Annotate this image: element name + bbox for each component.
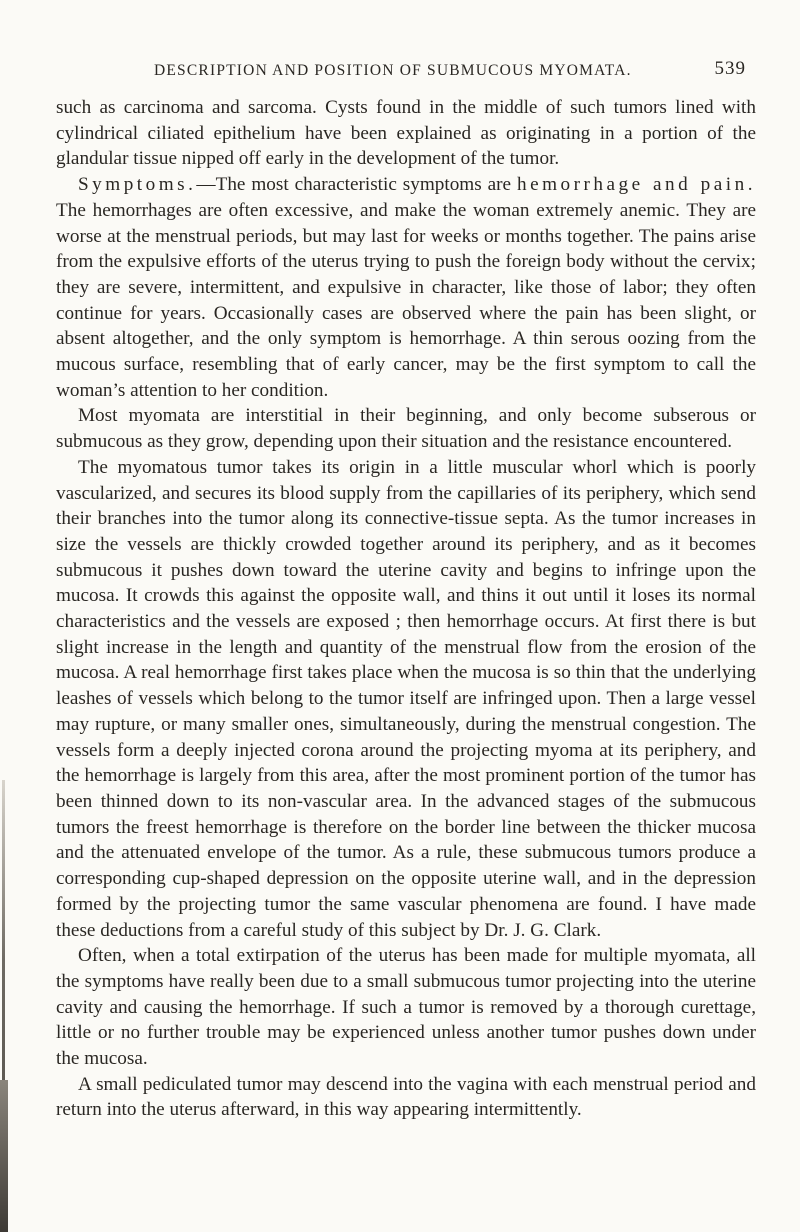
section-heading-symptoms: Symptoms.: [78, 174, 197, 196]
symptoms-lead: —The most characteristic symptoms are: [196, 174, 517, 196]
paragraph-symptoms: [56, 172, 756, 403]
body-text: [56, 95, 756, 1123]
page-edge-shadow-lower: [0, 1080, 8, 1232]
paragraph-4: The myomatous tumor takes its origin in a little muscular whorl which is poorly vascularized, and secures its blood supply from the capillaries of its periphery, which send their branches into the tumor along its connective-tissue septa. As the tumor increases in size the vessels are thickly crowded together around its periphery, and as it becomes submucous it pushes down toward the uterine cavity and begins to infringe upon the mucosa. It crowds this against the opposite wall, and thins it out until it loses its normal characteristics and the vessels are exposed ; then hemorrhage occurs. At first there is but slight increase in the length and quantity of the menstrual flow from the erosion of the mucosa. A real hemorrhage first takes place when the mucosa is so thin that the underlying leashes of vessels which belong to the tumor itself are infringed upon. Then a large vessel may rupture, or many smaller ones, simultaneously, during the menstrual congestion. The vessels form a deeply injected corona around the projecting myoma at its periphery, and the hemorrhage is largely from this area, after the most prominent portion of the tumor has been thinned down to its non-vascular area. In the advanced stages of the submucous tumors the freest hemorrhage is therefore on the border line between the thicker mucosa and the attenuated envelope of the tumor. As a rule, these submucous tumors produce a corresponding cup-shaped depression on the opposite uterine wall, and in the depression formed by the projecting tumor the same vascular phenomena are found. I have made these deductions from a careful study of this subject by Dr. J. G. Clark.: [56, 456, 756, 941]
page-header: [56, 58, 746, 88]
symptoms-rest: The hemorrhages are often excessive, and make the woman extremely anemic. They are worse at the menstrual periods, but may last for weeks or months together. The pains arise from the expulsive efforts of the uterus trying to push the foreign body without the cervix; they are severe, intermittent, and expulsive in character, like those of labor; they often continue for years. Occasionally cases are observed where the pain has been slight, or absent altogether, and the only symptom is hemorrhage. A thin serous oozing from the mucous surface, resembling that of early cancer, may be the first symptom to call the woman’s attention to her condition.: [56, 199, 756, 401]
paragraph-6: A small pediculated tumor may descend into the vagina with each menstrual period and return into the uterus afterward, in this way appearing intermittently.: [56, 1073, 756, 1121]
paragraph-5: Often, when a total extirpation of the uterus has been made for multiple myomata, all the symptoms have really been due to a small submucous tumor projecting into the uterine cavity and causing the hemorrhage. If such a tumor is removed by a thorough curettage, little or no further trouble may be experienced unless another tumor pushes down under the mucosa.: [56, 945, 756, 1070]
symptoms-emphasis: hemorrhage and pain.: [516, 174, 756, 196]
running-head: DESCRIPTION AND POSITION OF SUBMUCOUS MYOMATA.: [154, 62, 632, 79]
paragraph-1: such as carcinoma and sarcoma. Cysts found in the middle of such tumors lined with cylindrical ciliated epithelium have been explained as originating in a portion of the glandular tissue nipped off early in the development of the tumor.: [56, 97, 756, 170]
paragraph-3: Most myomata are interstitial in their beginning, and only become subserous or submucous as they grow, depending upon their situation and the resistance encountered.: [56, 405, 756, 453]
page-number: 539: [714, 58, 746, 79]
